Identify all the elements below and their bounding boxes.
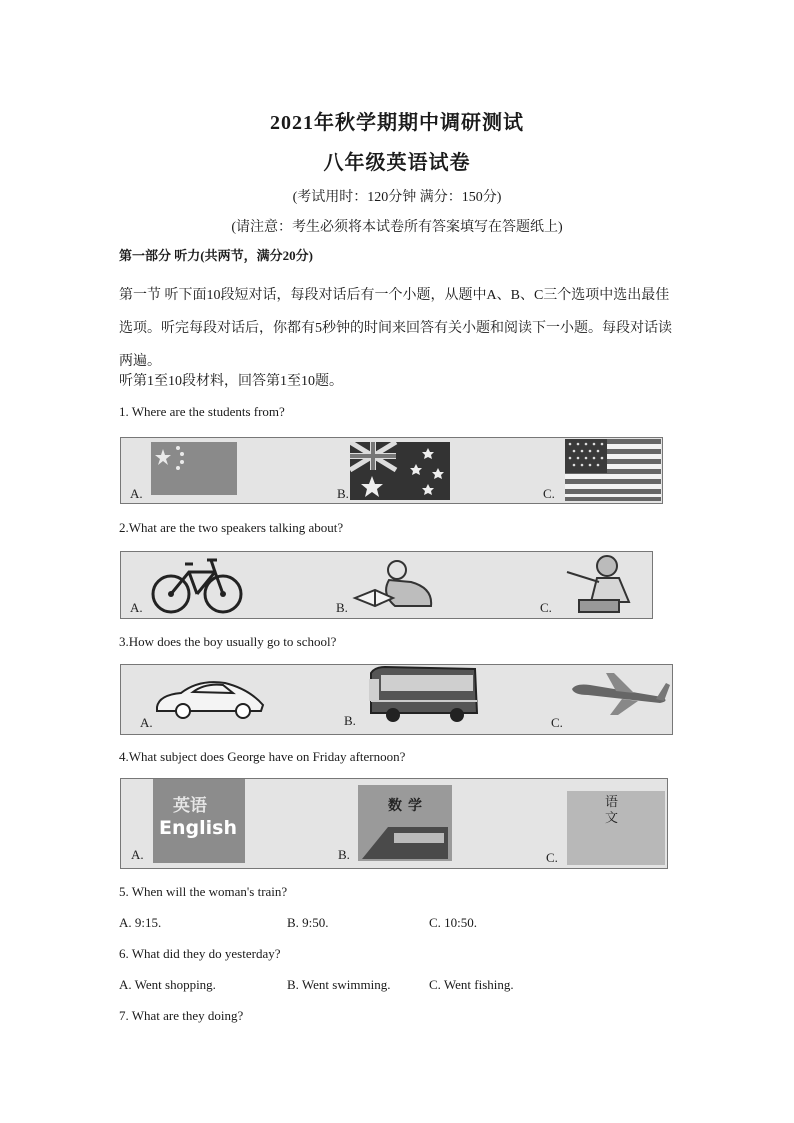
option-c-label: C. [551, 715, 563, 730]
teacher-pointing-icon [559, 552, 649, 616]
exam-title: 2021年秋学期期中调研测试 [270, 112, 524, 134]
usa-flag-icon [565, 439, 661, 501]
math-cn-text: 数学 [388, 798, 428, 814]
english-cn-text: 英语 [173, 796, 207, 816]
bicycle-icon [149, 554, 244, 616]
option-a-label: A. [140, 715, 153, 730]
question-5-option-c: C. 10:50. [429, 915, 478, 930]
section1-intro: 第一节 听下面10段短对话，每段对话后有一个小题，从题中A、B、C三个选项中选出最佳选项。听完每段对话后，你都有5秒钟的时间来回答有关小题和阅读下一小题。每段对话读两遍。 [119, 288, 672, 369]
question-2-image-strip [120, 551, 653, 619]
australia-flag-icon [350, 442, 450, 500]
option-c-label: C. [543, 486, 555, 501]
question-5: 5. When will the woman's train? [119, 884, 288, 899]
question-6: 6. What did they do yesterday? [119, 946, 281, 961]
question-3-image-strip [120, 664, 673, 735]
question-5-option-a: A. 9:15. [119, 915, 162, 930]
question-5-option-b: B. 9:50. [287, 915, 329, 930]
reading-person-icon [351, 554, 441, 614]
english-textbook-icon [153, 779, 245, 863]
exam-notice: (请注意：考生必须将本试卷所有答案填写在答题纸上) [231, 220, 563, 235]
bus-icon [365, 665, 479, 723]
question-6-option-a: A. Went shopping. [119, 977, 216, 992]
option-b-label: B. [336, 600, 348, 615]
exam-subtitle: 八年级英语试卷 [323, 152, 471, 174]
china-flag-icon [151, 442, 237, 495]
option-b-label: B. [338, 847, 350, 862]
listening-instruction: 听第1至10段材料，回答第1至10题。 [119, 374, 343, 389]
question-7: 7. What are they doing? [119, 1008, 244, 1023]
option-a-label: A. [130, 486, 143, 501]
option-b-label: B. [344, 713, 356, 728]
question-3: 3.How does the boy usually go to school? [119, 634, 337, 649]
question-4-image-strip [120, 778, 668, 869]
math-textbook-icon [358, 785, 452, 861]
question-6-option-c: C. Went fishing. [429, 977, 514, 992]
airplane-icon [570, 669, 670, 719]
english-en-text: English [159, 817, 237, 839]
chinese-textbook-icon [567, 791, 665, 865]
option-a-label: A. [130, 600, 143, 615]
option-c-label: C. [540, 600, 552, 615]
chinese-cn-text: 语文 [605, 795, 619, 826]
option-b-label: B. [337, 486, 349, 501]
car-icon [153, 677, 267, 722]
part1-heading: 第一部分 听力(共两节，满分20分) [119, 248, 313, 263]
exam-info: (考试用时：120分钟 满分：150分) [292, 190, 502, 205]
train-icon [358, 819, 452, 861]
question-2: 2.What are the two speakers talking about? [119, 520, 344, 535]
option-c-label: C. [546, 850, 558, 865]
question-1-image-strip [120, 437, 663, 504]
question-6-option-b: B. Went swimming. [287, 977, 391, 992]
question-1: 1. Where are the students from? [119, 404, 285, 419]
option-a-label: A. [131, 847, 144, 862]
question-4: 4.What subject does George have on Friday afternoon? [119, 749, 406, 764]
